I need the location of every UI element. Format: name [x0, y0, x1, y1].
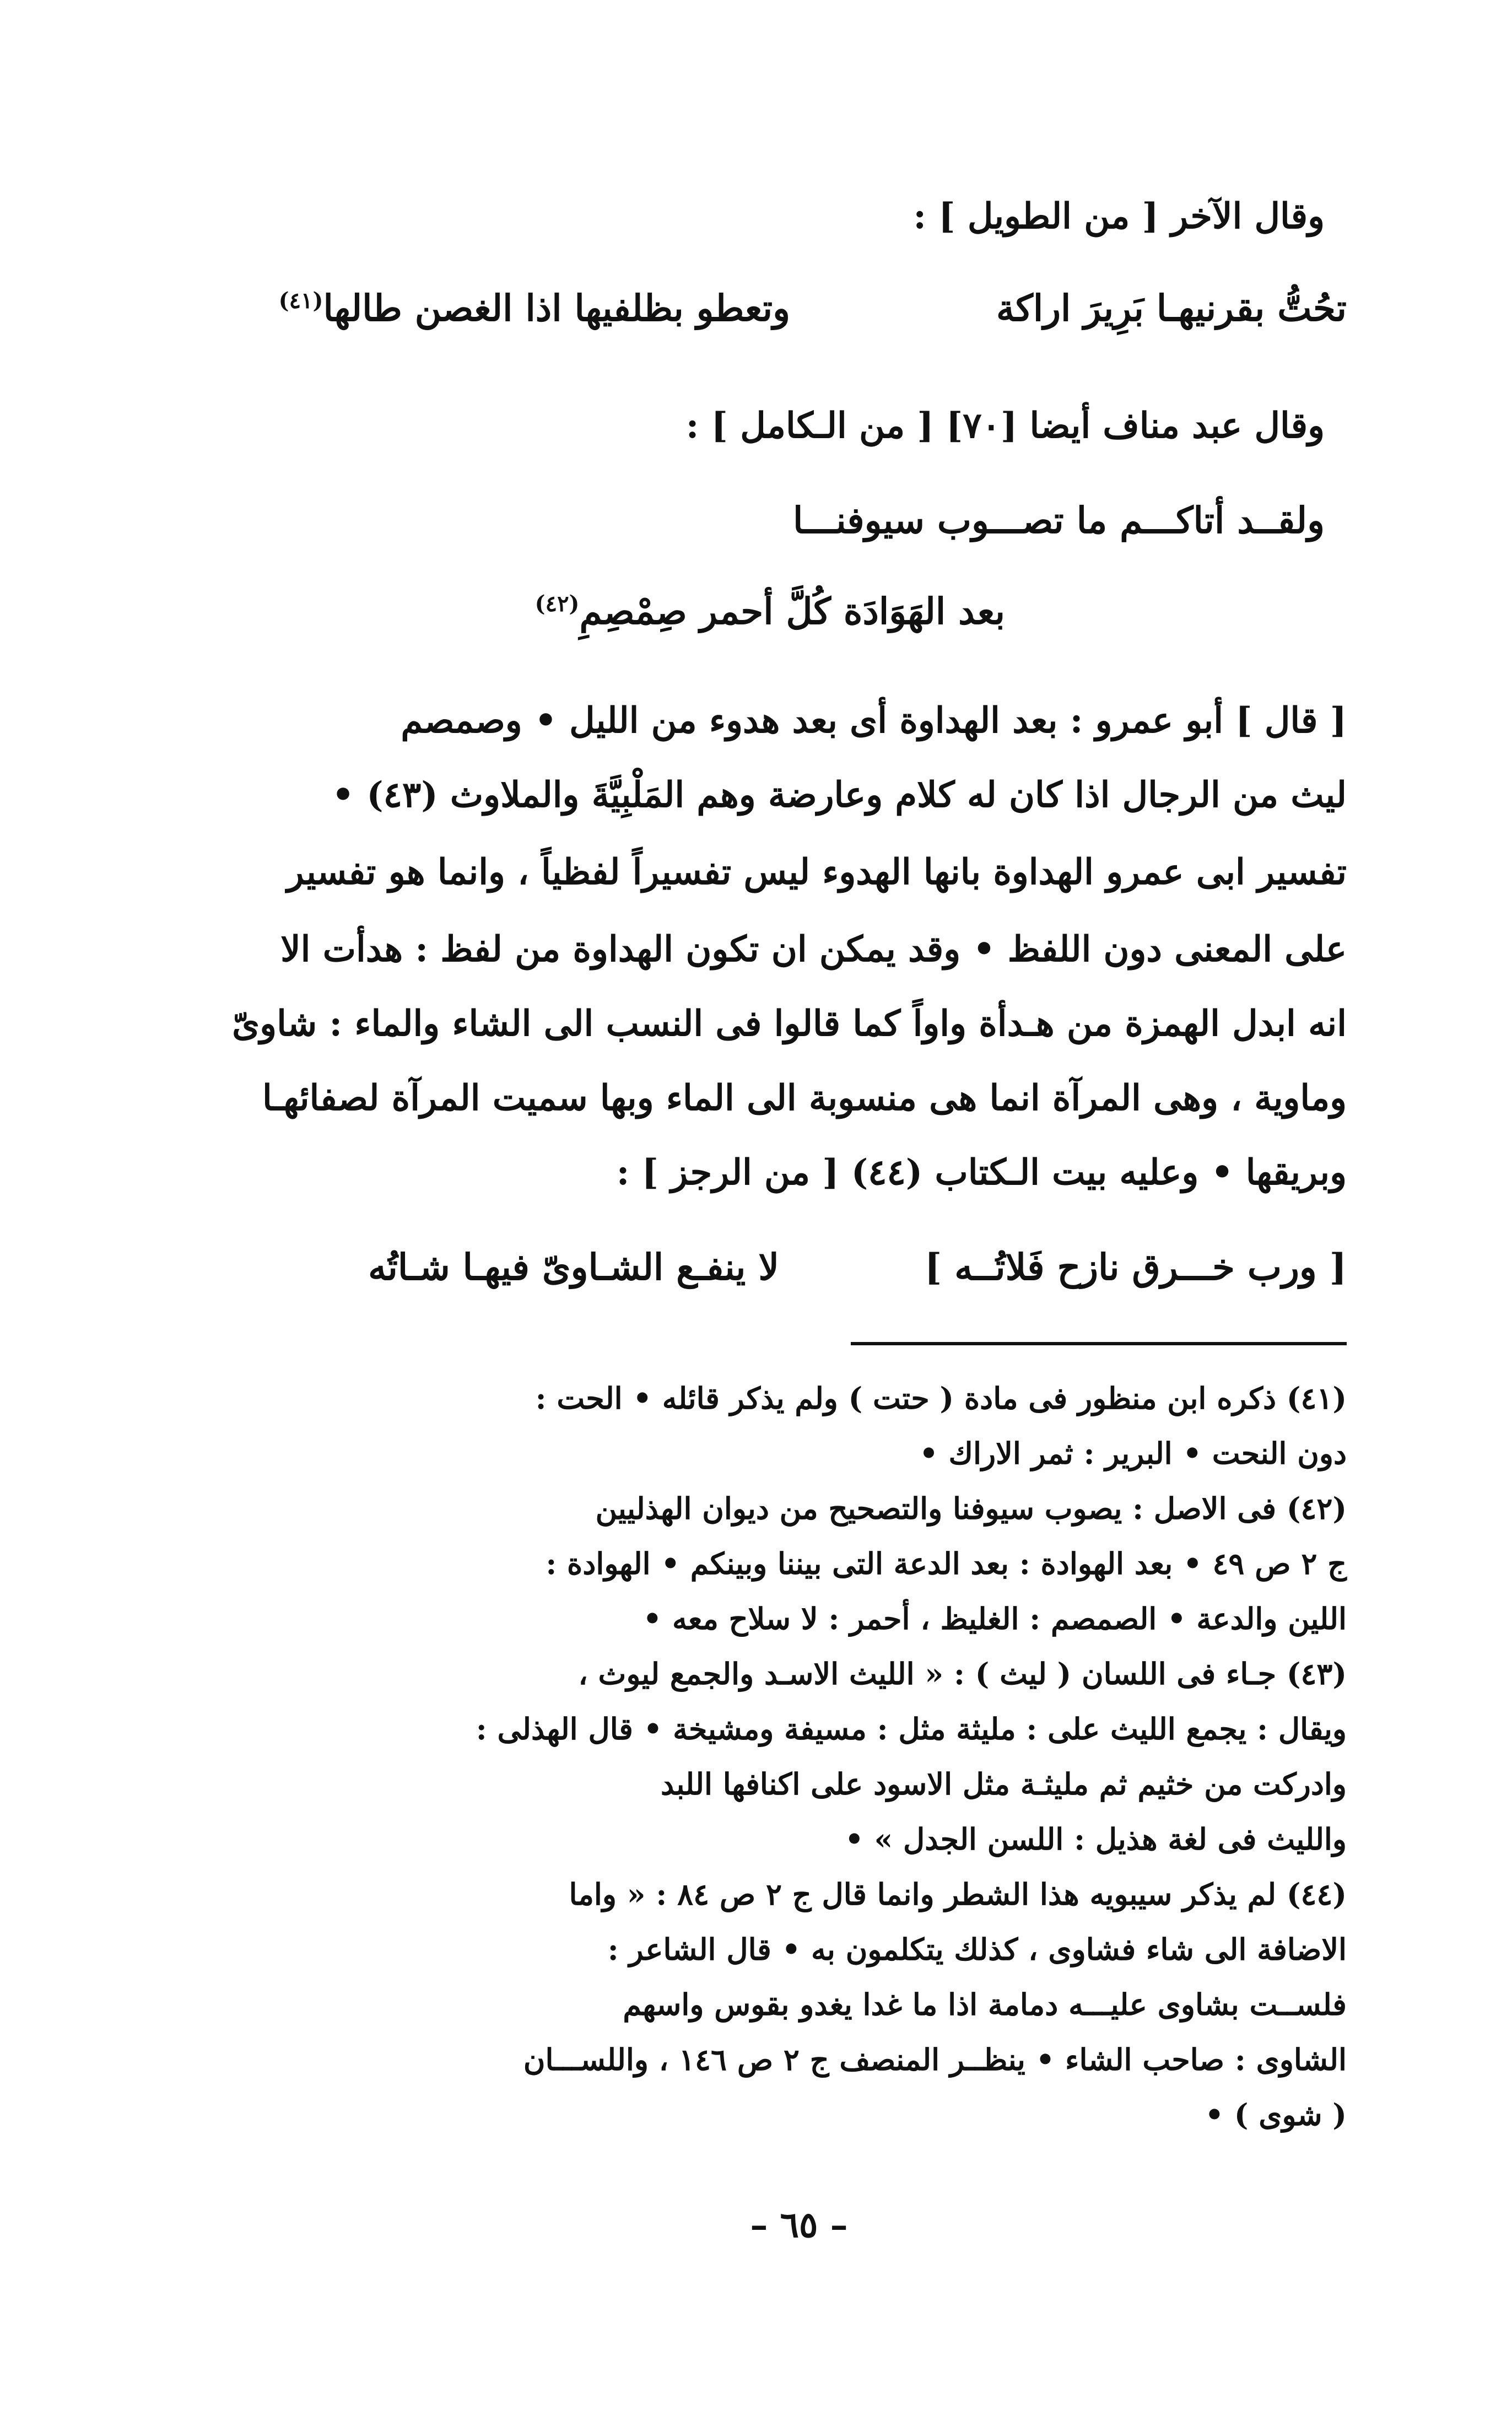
paragraph-line-3: تفسير ابى عمرو الهداوة بانها الهدوء ليس تفسيراً لفظياً ، وانما هو تفسير	[287, 851, 1347, 893]
intro-line-1: وقال الآخر [ من الطويل ] :	[913, 196, 1325, 237]
verse-1-right-hemistich: تحُتُّ بقرنيهـا بَرِيرَ اراكة	[996, 287, 1347, 330]
footnote-mark-42: (٤٢)	[534, 591, 580, 617]
footnote-line-10: (٤٤) لم يذكر سيبويه هذا الشطر وانما قال ج ٢ ص ٨٤ : « واما	[569, 1877, 1347, 1912]
footnote-line-14: ( شوى ) •	[1205, 2097, 1347, 2132]
page-number: – ٦٥ –	[750, 2204, 848, 2246]
verse-3-right-hemistich: [ ورب خـــرق نازح فَلاتُــه ]	[925, 1246, 1347, 1289]
paragraph-line-6: وماوية ، وهى المرآة انما هى منسوبة الى الماء وبها سميت المرآة لصفائهـا	[262, 1077, 1347, 1119]
footnote-separator-rule	[851, 1342, 1347, 1345]
verse-1-left-text: وتعطو بظلفيها اذا الغصن طالها	[323, 287, 790, 330]
verse-3-left-hemistich: لا ينفـع الشـاوىّ فيهـا شـاتُه	[368, 1246, 779, 1289]
footnote-line-2: دون النحت • البرير : ثمر الاراك •	[919, 1436, 1347, 1471]
verse-2-first-hemistich: ولقــد أتاكـــم ما تصـــوب سيوفنـــا	[793, 499, 1325, 542]
intro-line-2: وقال عبد مناف أيضا [٧٠] [ من الـكامل ] :	[685, 405, 1325, 446]
footnote-line-8: وادركت من خثيم ثم مليثـة مثل الاسود على اكنافها اللبد	[660, 1766, 1347, 1802]
paragraph-line-4: على المعنى دون اللفظ • وقد يمكن ان تكون الهداوة من لفظ : هدأت الا	[280, 929, 1347, 970]
footnote-line-7: ويقال : يجمع الليث على : مليثة مثل : مسيفة ومشيخة • قال الهذلى :	[476, 1711, 1347, 1747]
paragraph-line-7: وبريقها • وعليه بيت الـكتاب (٤٤) [ من الرجز ] :	[616, 1152, 1347, 1193]
footnote-mark-41: (٤١)	[278, 288, 323, 314]
footnote-line-9: والليث فى لغة هذيل : اللسن الجدل » •	[845, 1821, 1347, 1857]
paragraph-line-1: [ قال ] أبو عمرو : بعد الهداوة أى بعد هدوء من الليل • وصمصم	[401, 700, 1347, 741]
footnote-line-13: الشاوى : صاحب الشاء • ينظــر المنصف ج ٢ ص ١٤٦ ، واللســـان	[523, 2042, 1347, 2077]
footnote-line-1: (٤١) ذكره ابن منظور فى مادة ( حتت ) ولم يذكر قائله • الحت :	[535, 1381, 1347, 1416]
verse-1-left-hemistich	[279, 287, 790, 330]
footnote-line-5: اللين والدعة • الصمصم : الغليظ ، أحمر : لا سلاح معه •	[642, 1601, 1347, 1636]
paragraph-line-2: ليث من الرجال اذا كان له كلام وعارضة وهم المَلْبِيَّةَ والملاوث (٤٣) •	[332, 774, 1347, 816]
footnote-line-11: الاضافة الى شاء فشاوى ، كذلك يتكلمون به • قال الشاعر :	[607, 1932, 1347, 1967]
footnote-line-6: (٤٣) جـاء فى اللسان ( ليث ) : « الليث الاسـد والجمع ليوث ،	[578, 1656, 1347, 1691]
footnote-line-12: فلســت بشاوى عليـــه دمامة اذا ما غدا يغدو بقوس واسهم	[623, 1987, 1347, 2022]
verse-2-second-text: بعد الهَوَادَة كُلَّ أحمر صِمْصِمِ	[579, 590, 1005, 633]
verse-2-second-hemistich	[535, 590, 1005, 633]
footnote-line-3: (٤٢) فى الاصل : يصوب سيوفنا والتصحيح من ديوان الهذليين	[595, 1491, 1347, 1526]
paragraph-line-5: انه ابدل الهمزة من هـدأة واواً كما قالوا فى النسب الى الشاء والماء : شاوىّ	[232, 1003, 1347, 1044]
footnote-line-4: ج ٢ ص ٤٩ • بعد الهوادة : بعد الدعة التى بيننا وبينكم • الهوادة :	[546, 1546, 1347, 1581]
